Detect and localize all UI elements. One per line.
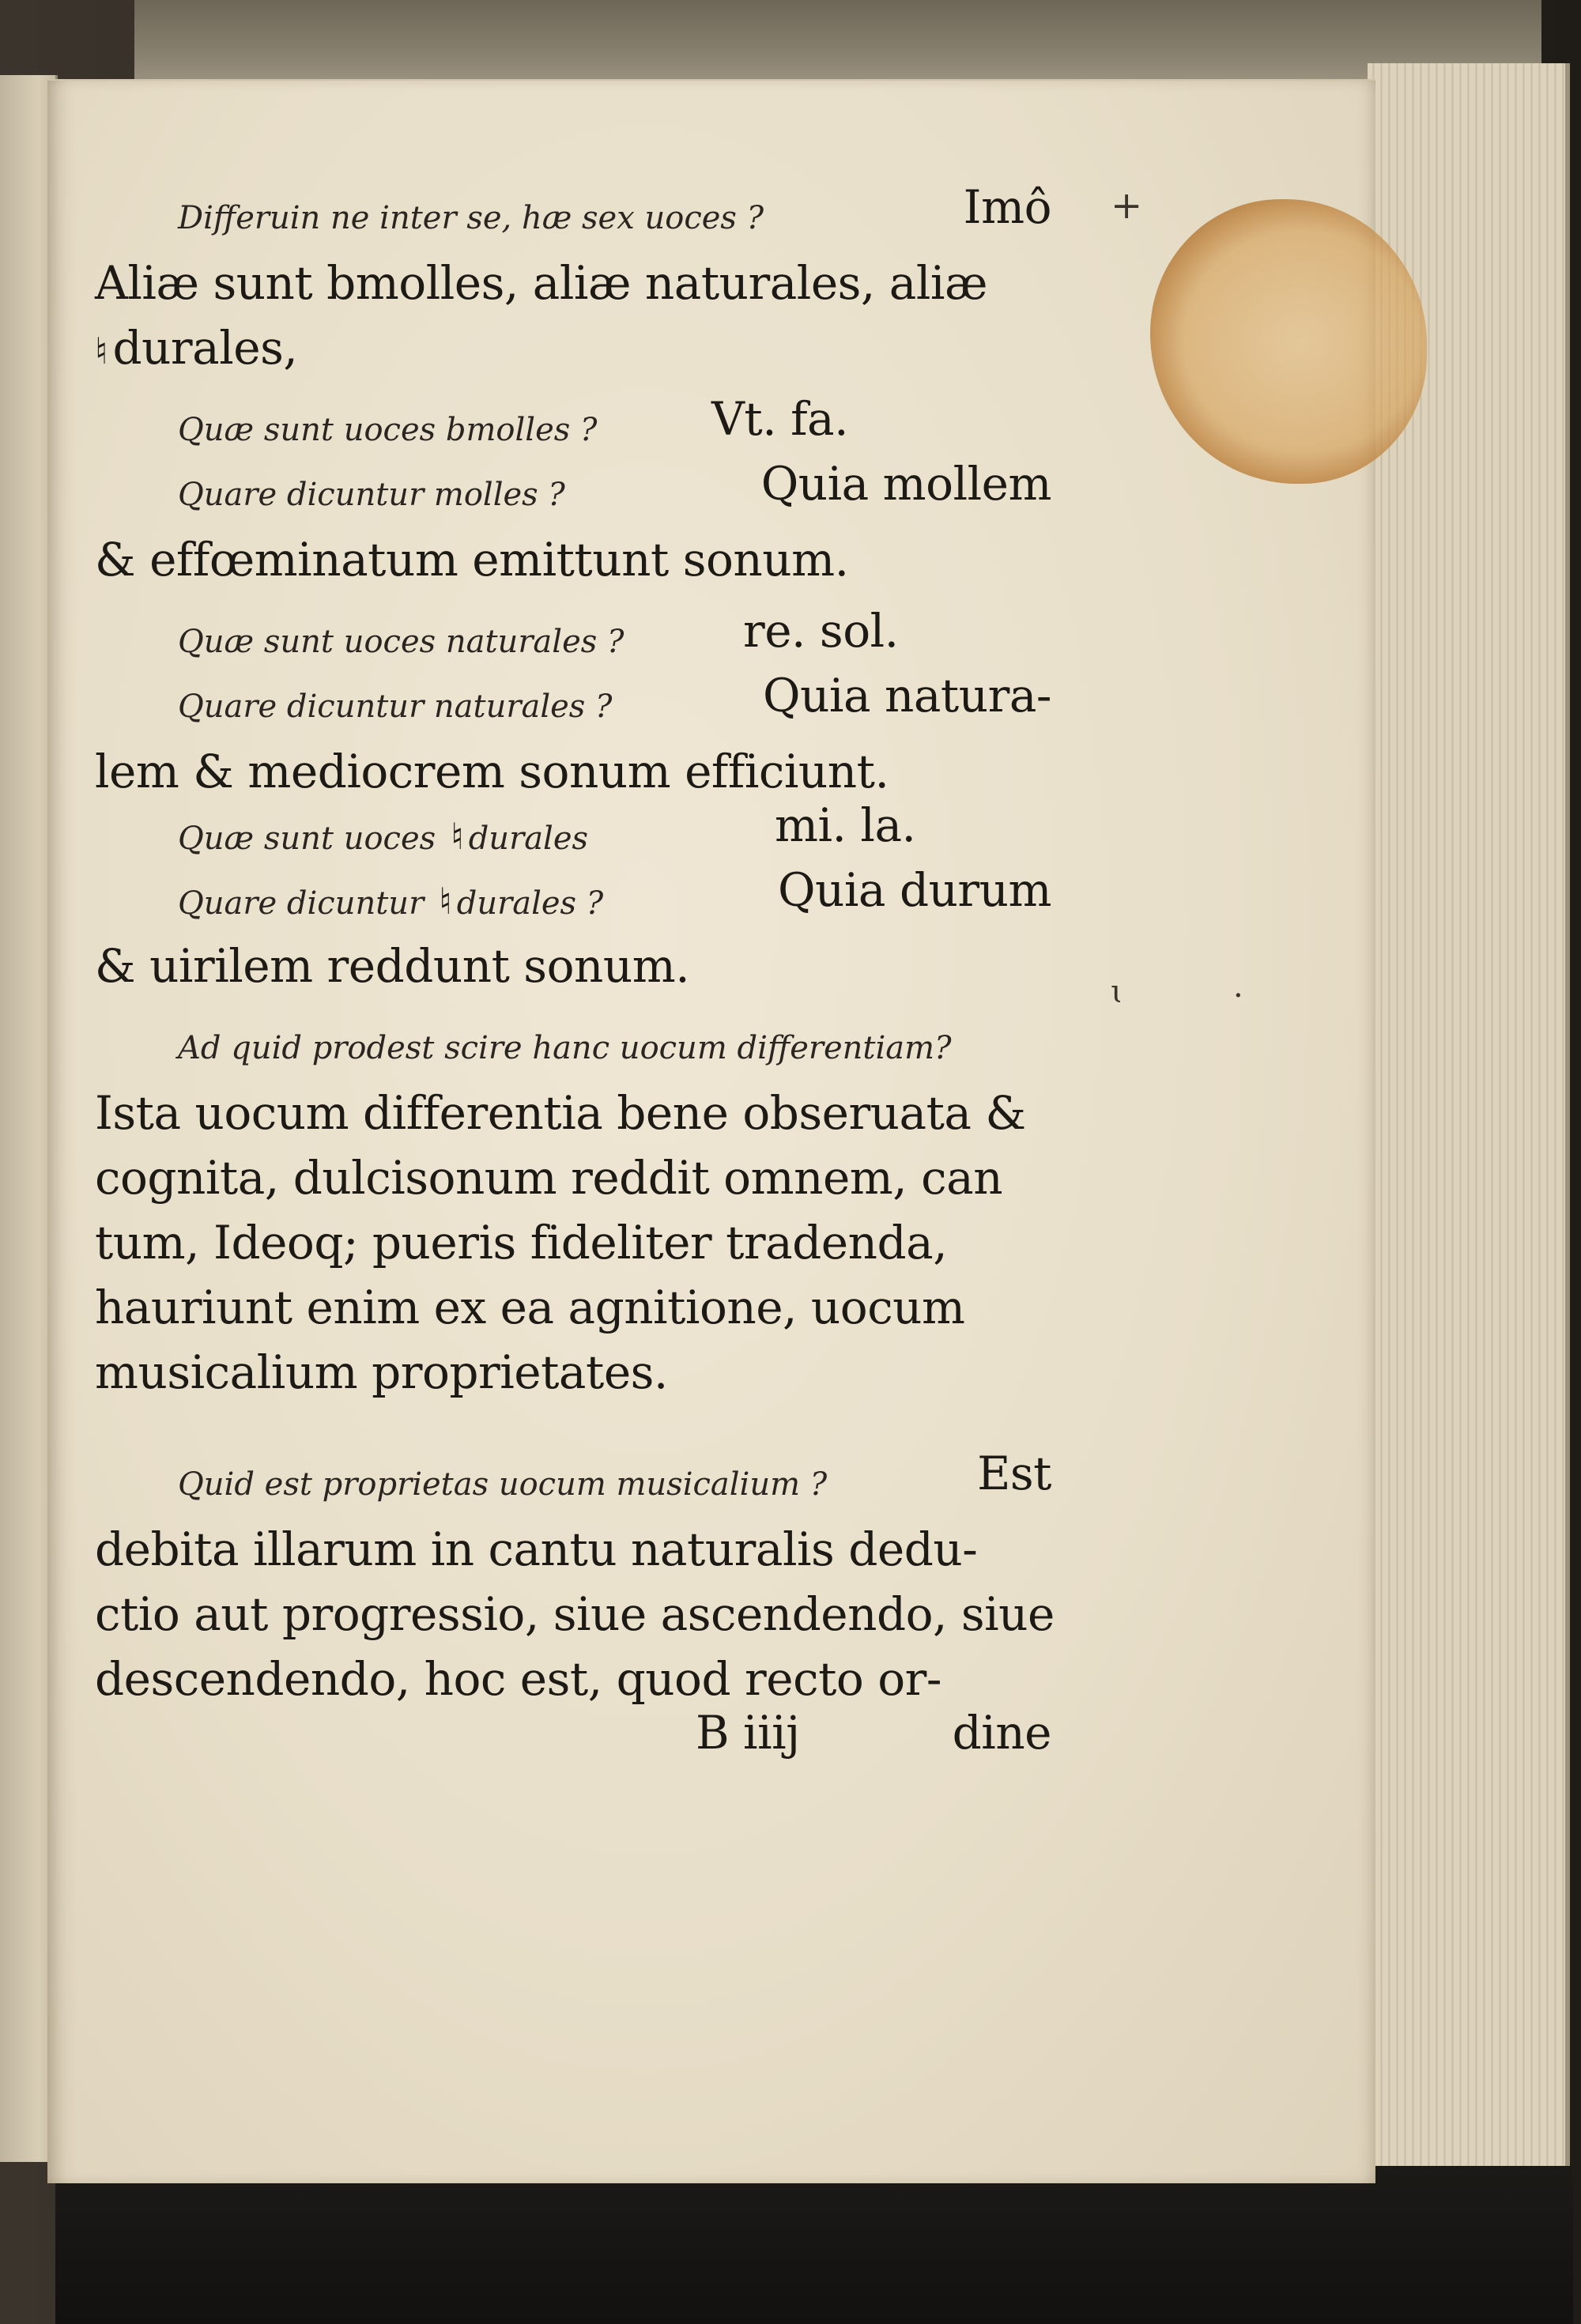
text-line (95, 1582, 1055, 1647)
b-quadratum-symbol: ♮ (451, 815, 464, 858)
question-text: Ad quid prodest scire hanc uocum differentiam? (178, 1030, 952, 1066)
text-line (95, 457, 1051, 527)
body-text: Aliæ sunt bmolles, aliæ naturales, aliæ (95, 256, 988, 310)
body-text: hauriunt enim ex ea agnitione, uocum (95, 1281, 965, 1334)
question-text: Quæ sunt uoces (178, 821, 436, 857)
text-line (95, 315, 1051, 380)
signature-mark: B iiij (696, 1706, 800, 1760)
question-text-continued: durales (468, 821, 589, 857)
question-text: Quid est proprietas uocum musicalium ? (178, 1466, 828, 1503)
text-line (95, 1340, 1051, 1405)
answer-text: Quia durum (777, 863, 1051, 917)
text-line (95, 1016, 1051, 1081)
text-line (95, 934, 1051, 998)
answer-text: Vt. fa. (711, 392, 849, 446)
text-line (95, 669, 1051, 739)
text-line (95, 251, 1051, 315)
answer-text: mi. la. (775, 798, 916, 852)
answer-text: Quia mollem (760, 457, 1051, 511)
text-line (95, 863, 1051, 934)
text-line (95, 1447, 1051, 1517)
text-line (95, 1145, 1051, 1210)
question-text: Quare dicuntur (178, 885, 424, 922)
b-quadratum-symbol: ♮ (439, 880, 452, 922)
answer-text: Est (977, 1447, 1051, 1500)
water-stain (1150, 199, 1427, 484)
text-line (95, 1517, 1051, 1582)
body-text: cognita, dulcisonum reddit omnem, can (95, 1151, 1003, 1205)
text-line (95, 527, 1051, 592)
body-text: tum, Ideoq; pueris fideliter tradenda, (95, 1216, 948, 1270)
page-text (95, 180, 1055, 1776)
body-text: durales, (112, 321, 298, 375)
signature-line (95, 1706, 1051, 1776)
body-text: & uirilem reddunt sonum. (95, 939, 690, 993)
answer-text: Quia natura- (763, 669, 1051, 722)
question-text-continued: durales ? (456, 885, 604, 922)
question-text: Quæ sunt uoces naturales ? (178, 624, 624, 660)
text-line (95, 1081, 1051, 1145)
text-line (95, 1275, 1051, 1340)
body-text: lem & mediocrem sonum efficiunt. (95, 745, 889, 798)
question-text: Quare dicuntur naturales ? (178, 689, 613, 725)
body-text: debita illarum in cantu naturalis dedu- (95, 1522, 978, 1576)
question-text: Quæ sunt uoces bmolles ? (178, 412, 598, 448)
body-text: ctio aut progressio, siue ascendendo, siue (95, 1587, 1055, 1641)
question-text: Differuin ne inter se, hæ sex uoces ? (178, 200, 764, 236)
catchword: dine (952, 1706, 1051, 1760)
body-text: & effœminatum emittunt sonum. (95, 533, 849, 587)
body-text: musicalium proprietates. (95, 1345, 668, 1399)
margin-dot-mark: · (1233, 978, 1243, 1014)
b-quadratum-symbol: ♮ (95, 330, 108, 372)
text-line (95, 180, 1051, 251)
body-text: descendendo, hoc est, quod recto or- (95, 1652, 941, 1706)
text-line (95, 1647, 1051, 1711)
body-text: Ista uocum differentia bene obseruata & (95, 1086, 1026, 1140)
margin-cross-mark: + (1111, 183, 1143, 228)
margin-stroke-mark: ɩ (1111, 974, 1123, 1010)
text-line (95, 1210, 1051, 1275)
question-text: Quare dicuntur molles ? (178, 477, 565, 513)
bottom-shadow (55, 2166, 1573, 2324)
answer-text: Imô (963, 180, 1051, 234)
answer-text: re. sol. (743, 604, 899, 658)
